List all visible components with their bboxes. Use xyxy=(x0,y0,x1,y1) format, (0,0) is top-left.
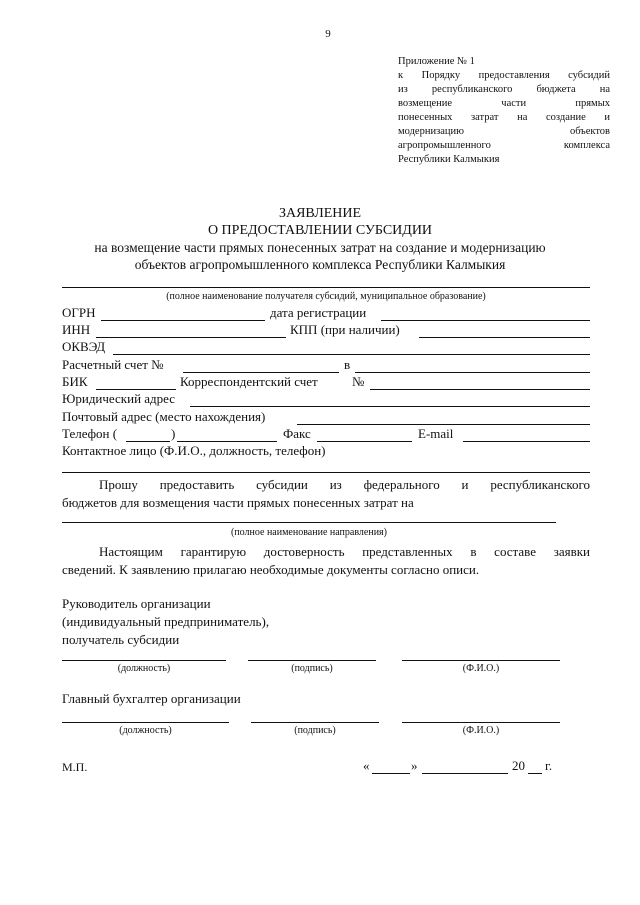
contact-field[interactable] xyxy=(62,472,590,473)
appendix-title: Приложение № 1 xyxy=(398,56,475,67)
legal-address-field[interactable] xyxy=(190,406,590,407)
accountant-position-field[interactable] xyxy=(62,722,229,723)
bik-field[interactable] xyxy=(96,389,176,390)
accountant-signature-field[interactable] xyxy=(251,722,379,723)
date-year-prefix: 20 xyxy=(512,758,525,773)
kpp-label: КПП (при наличии) xyxy=(290,322,400,337)
ogrn-label: ОГРН xyxy=(62,305,96,320)
request-line: Прошу предоставить субсидии из федерального и республиканского xyxy=(99,477,590,492)
head-line: получатель субсидии xyxy=(62,632,180,647)
fax-field[interactable] xyxy=(317,441,412,442)
direction-field[interactable] xyxy=(62,522,556,523)
corr-account-no-label: № xyxy=(352,374,365,389)
signature-caption: (подпись) xyxy=(294,725,336,736)
date-month-field[interactable] xyxy=(422,773,508,774)
corr-account-field[interactable] xyxy=(370,389,590,390)
kpp-field[interactable] xyxy=(419,337,590,338)
phone-close-paren: ) xyxy=(171,426,176,441)
postal-address-field[interactable] xyxy=(297,424,590,425)
head-line: Руководитель организации xyxy=(62,596,211,611)
account-bank-label: в xyxy=(344,357,351,372)
stamp-label: М.П. xyxy=(62,760,88,774)
head-name-field[interactable] xyxy=(402,660,560,661)
date-close-quote: » xyxy=(411,758,418,773)
document-title: ЗАЯВЛЕНИЕ xyxy=(278,206,362,221)
page-number: 9 xyxy=(325,28,331,40)
account-label: Расчетный счет № xyxy=(62,357,164,372)
guarantee-line: сведений. К заявлению прилагаю необходимые документы согласно описи. xyxy=(62,562,480,577)
document-subtitle-line: на возмещение части прямых понесенных затрат на создание и модернизацию xyxy=(94,240,546,255)
inn-label: ИНН xyxy=(62,322,91,337)
corr-account-label: Корреспондентский счет xyxy=(180,374,318,389)
guarantee-line: Настоящим гарантирую достоверность представленных в составе заявки xyxy=(99,544,590,559)
okved-label: ОКВЭД xyxy=(62,339,106,354)
date-open-quote: « xyxy=(363,758,370,773)
position-caption: (должность) xyxy=(117,663,171,674)
recipient-caption: (полное наименование получателя субсидий, муниципальное образование) xyxy=(166,291,486,302)
account-bank-field[interactable] xyxy=(355,372,590,373)
bik-label: БИК xyxy=(62,374,88,389)
account-field[interactable] xyxy=(183,372,339,373)
appendix-line: Республики Калмыкия xyxy=(398,154,500,165)
appendix-line: возмещение части прямых xyxy=(398,98,610,109)
appendix-line: из республиканского бюджета на xyxy=(398,84,610,95)
accountant-label: Главный бухгалтер организации xyxy=(62,691,241,706)
date-day-field[interactable] xyxy=(372,773,410,774)
phone-code-field[interactable] xyxy=(126,441,170,442)
reg-date-field[interactable] xyxy=(381,320,590,321)
reg-date-label: дата регистрации xyxy=(270,305,367,320)
appendix-line: агропромышленного комплекса xyxy=(398,140,610,151)
position-caption: (должность) xyxy=(119,725,172,736)
recipient-name-field[interactable] xyxy=(62,287,590,288)
signature-caption: (подпись) xyxy=(291,663,333,674)
direction-caption: (полное наименование направления) xyxy=(231,527,387,538)
contact-label: Контактное лицо (Ф.И.О., должность, телефон) xyxy=(62,443,326,458)
request-paragraph xyxy=(62,476,590,512)
date-year-field[interactable] xyxy=(528,773,542,774)
request-line: бюджетов для возмещения части прямых понесенных затрат на xyxy=(62,495,414,510)
email-field[interactable] xyxy=(463,441,590,442)
email-label: E-mail xyxy=(418,426,454,441)
head-signature-field[interactable] xyxy=(248,660,376,661)
inn-field[interactable] xyxy=(96,337,286,338)
document-subtitle-line: объектов агропромышленного комплекса Республики Калмыкия xyxy=(134,257,506,272)
postal-address-label: Почтовый адрес (место нахождения) xyxy=(62,409,266,424)
head-block xyxy=(62,595,362,649)
document-subtitle: О ПРЕДОСТАВЛЕНИИ СУБСИДИИ xyxy=(207,223,433,238)
okved-field[interactable] xyxy=(113,354,590,355)
name-caption: (Ф.И.О.) xyxy=(462,725,500,736)
appendix-line: понесенных затрат на создание и xyxy=(398,112,610,123)
phone-label: Телефон ( xyxy=(62,426,118,441)
guarantee-paragraph xyxy=(62,543,590,579)
appendix-line: модернизацию объектов xyxy=(398,126,610,137)
head-line: (индивидуальный предприниматель), xyxy=(62,614,270,629)
accountant-name-field[interactable] xyxy=(402,722,560,723)
appendix-line: к Порядку предоставления субсидий xyxy=(398,70,610,81)
ogrn-field[interactable] xyxy=(101,320,265,321)
appendix-block xyxy=(398,55,610,167)
date-year-suffix: г. xyxy=(545,758,553,773)
phone-field[interactable] xyxy=(177,441,277,442)
legal-address-label: Юридический адрес xyxy=(62,391,176,406)
name-caption: (Ф.И.О.) xyxy=(462,663,500,674)
head-position-field[interactable] xyxy=(62,660,226,661)
fax-label: Факс xyxy=(283,426,311,441)
